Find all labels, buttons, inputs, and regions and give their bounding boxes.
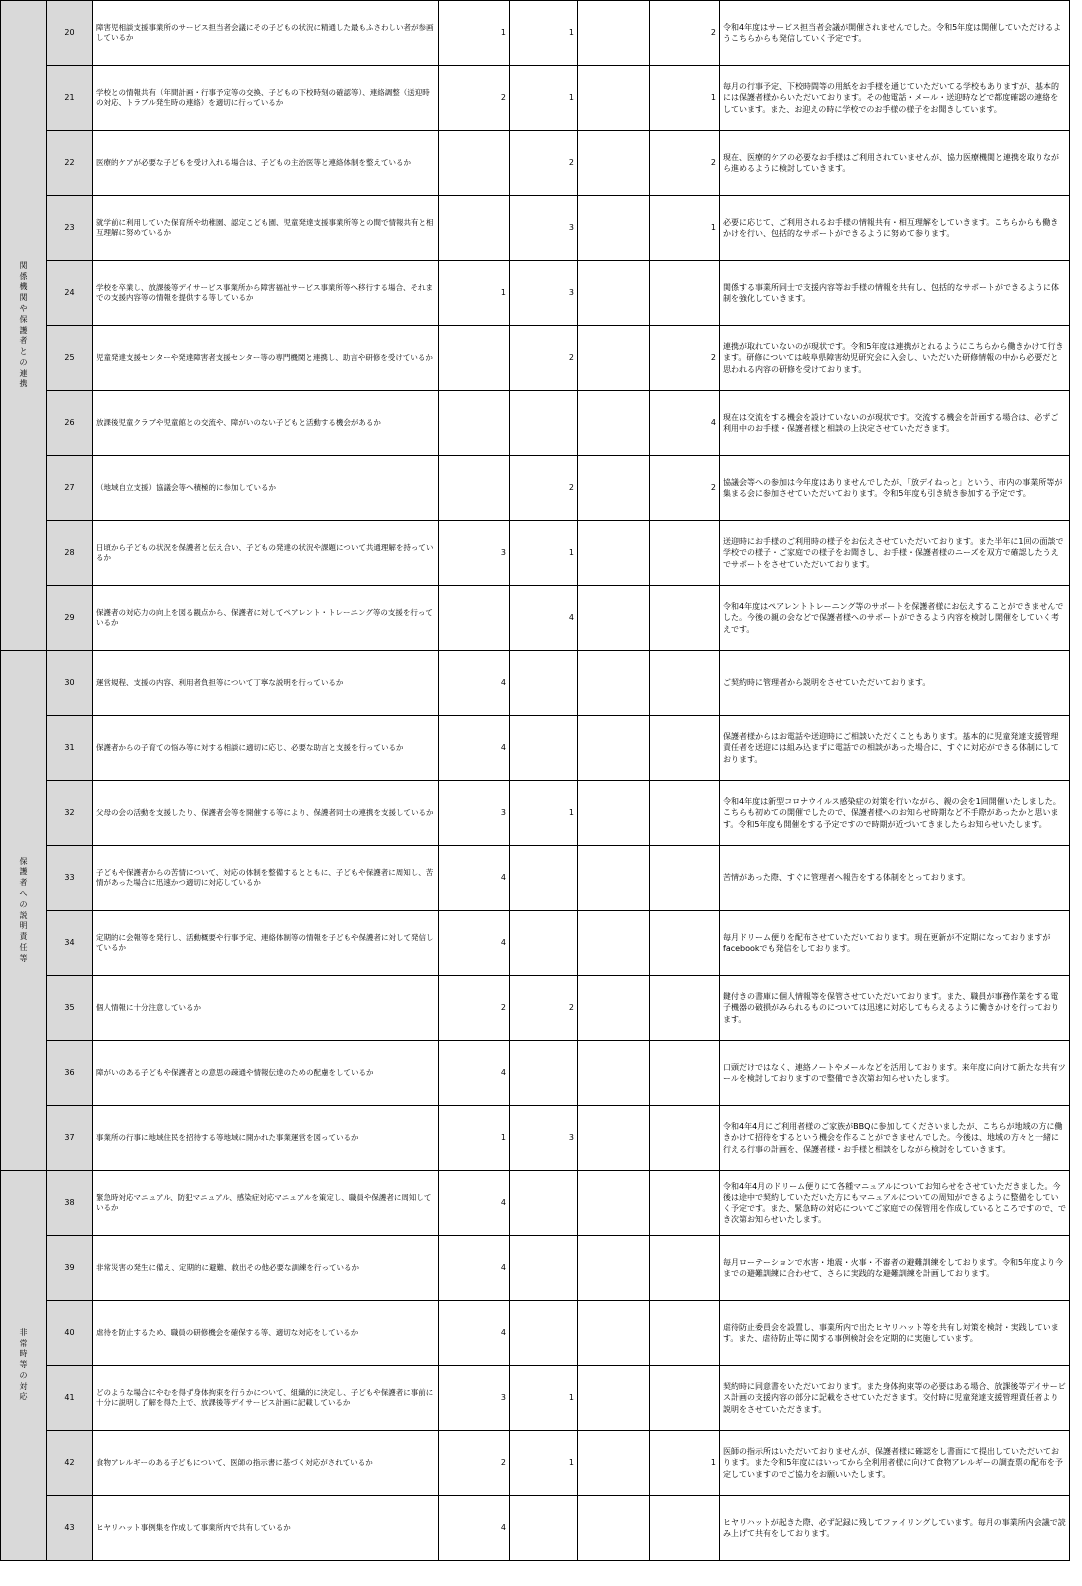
item-number: 32 [47, 781, 93, 846]
table-row [1, 1366, 1070, 1431]
count-yes: 4 [439, 651, 510, 716]
count-somewhat: 3 [510, 196, 578, 261]
count-yes: 1 [439, 1106, 510, 1171]
category-label: 関係機関や保護者との連携 [19, 260, 28, 389]
count-yes: 4 [439, 846, 510, 911]
count-no [578, 131, 650, 196]
question-text: 障がいのある子どもや保護者との意思の疎通や情報伝達のための配慮をしているか [93, 1041, 439, 1106]
table-row [1, 846, 1070, 911]
question-text: 医療的ケアが必要な子どもを受け入れる場合は、子どもの主治医等と連絡体制を整えているか [93, 131, 439, 196]
item-number: 39 [47, 1236, 93, 1301]
count-no [578, 1366, 650, 1431]
count-unknown: 4 [650, 391, 720, 456]
count-no [578, 1236, 650, 1301]
count-somewhat: 2 [510, 456, 578, 521]
count-somewhat [510, 391, 578, 456]
count-somewhat [510, 1301, 578, 1366]
count-unknown [650, 1366, 720, 1431]
improvement-comment: 毎月ローテーションで水害・地震・火事・不審者の避難訓練をしております。令和5年度より今までの避難訓練に合わせて、さらに実践的な避難訓練を計画しております。 [720, 1236, 1070, 1301]
table-row [1, 1171, 1070, 1236]
count-no [578, 391, 650, 456]
item-number: 42 [47, 1431, 93, 1496]
count-somewhat [510, 716, 578, 781]
count-unknown [650, 976, 720, 1041]
table-row [1, 651, 1070, 716]
improvement-comment: 令和4年4月のドリーム便りにて各種マニュアルについてお知らせをさせていただきました。今後は途中で契約していただいた方にもマニュアルについての周知ができるように整備をしていく予定です。また、緊急時の対応についてご家庭での保管用を作成しているところですので、でき次第お知らせいたします。 [720, 1171, 1070, 1236]
count-yes [439, 196, 510, 261]
question-text: 虐待を防止するため、職員の研修機会を確保する等、適切な対応をしているか [93, 1301, 439, 1366]
table-row [1, 1, 1070, 66]
count-no [578, 326, 650, 391]
count-unknown: 2 [650, 131, 720, 196]
improvement-comment: 現在、医療的ケアの必要なお手様はご利用されていませんが、協力医療機関と連携を取りながら進めるように検討していきます。 [720, 131, 1070, 196]
question-text: 子どもや保護者からの苦情について、対応の体制を整備するとともに、子どもや保護者に周知し、苦情があった場合に迅速かつ適切に対応しているか [93, 846, 439, 911]
count-yes: 4 [439, 1236, 510, 1301]
count-no [578, 261, 650, 326]
table-row [1, 1041, 1070, 1106]
table-row [1, 911, 1070, 976]
table-body [1, 1, 1070, 1561]
count-no [578, 716, 650, 781]
item-number: 29 [47, 586, 93, 651]
improvement-comment: 毎月ドリーム便りを配布させていただいております。現在更新が不定期になっておりますがfacebookでも発信をしております。 [720, 911, 1070, 976]
count-yes: 2 [439, 66, 510, 131]
question-text: 事業所の行事に地域住民を招待する等地域に開かれた事業運営を図っているか [93, 1106, 439, 1171]
question-text: 父母の会の活動を支援したり、保護者会等を開催する等により、保護者同士の連携を支援しているか [93, 781, 439, 846]
item-number: 35 [47, 976, 93, 1041]
question-text: 就学前に利用していた保育所や幼稚園、認定こども園、児童発達支援事業所等との間で情報共有と相互理解に努めているか [93, 196, 439, 261]
category-cell [1, 1, 47, 651]
count-somewhat: 1 [510, 781, 578, 846]
count-somewhat [510, 1496, 578, 1561]
table-row [1, 391, 1070, 456]
count-yes: 3 [439, 521, 510, 586]
item-number: 31 [47, 716, 93, 781]
count-unknown [650, 1041, 720, 1106]
count-somewhat [510, 1041, 578, 1106]
table-row [1, 781, 1070, 846]
count-somewhat: 1 [510, 1431, 578, 1496]
count-somewhat [510, 1171, 578, 1236]
count-yes: 4 [439, 1041, 510, 1106]
count-no [578, 651, 650, 716]
question-text: 学校を卒業し、放課後等デイサービス事業所から障害福祉サービス事業所等へ移行する場合、それまでの支援内容等の情報を提供する等しているか [93, 261, 439, 326]
question-text: 保護者からの子育ての悩み等に対する相談に適切に応じ、必要な助言と支援を行っているか [93, 716, 439, 781]
question-text: 日頃から子どもの状況を保護者と伝え合い、子どもの発達の状況や課題について共通理解を持っているか [93, 521, 439, 586]
improvement-comment: 令和4年度はサービス担当者会議が開催されませんでした。令和5年度は開催していただけるようこちらからも発信していく予定です。 [720, 1, 1070, 66]
count-unknown [650, 651, 720, 716]
count-no [578, 1041, 650, 1106]
improvement-comment: 虐待防止委員会を設置し、事業所内で出たヒヤリハット等を共有し対策を検討・実践しています。また、虐待防止等に関する事例検討会を定期的に実施しています。 [720, 1301, 1070, 1366]
question-text: 個人情報に十分注意しているか [93, 976, 439, 1041]
count-no [578, 196, 650, 261]
item-number: 37 [47, 1106, 93, 1171]
table-row [1, 1236, 1070, 1301]
count-no [578, 976, 650, 1041]
count-yes [439, 131, 510, 196]
improvement-comment: 苦情があった際、すぐに管理者へ報告をする体制をとっております。 [720, 846, 1070, 911]
question-text: 保護者の対応力の向上を図る観点から、保護者に対してペアレント・トレーニング等の支援を行っているか [93, 586, 439, 651]
improvement-comment: 口頭だけではなく、連絡ノートやメールなどを活用しております。来年度に向けて新たな共有ツールを検討しておりますので整備でき次第お知らせいたします。 [720, 1041, 1070, 1106]
count-yes [439, 456, 510, 521]
item-number: 40 [47, 1301, 93, 1366]
improvement-comment: 毎月の行事予定、下校時間等の用紙をお手様を通じていただいてる学校もありますが、基本的には保護者様からいただいております。その他電話・メール・送迎時などで都度確認の連絡をしています。また、お迎えの時に学校でのお手様の様子をお聞きしています。 [720, 66, 1070, 131]
item-number: 23 [47, 196, 93, 261]
count-yes: 2 [439, 1431, 510, 1496]
category-cell [1, 1171, 47, 1561]
table-row [1, 586, 1070, 651]
count-unknown: 1 [650, 196, 720, 261]
count-unknown [650, 911, 720, 976]
question-text: 学校との情報共有（年間計画・行事予定等の交換、子どもの下校時刻の確認等）、連絡調整（送迎時の対応、トラブル発生時の連絡）を適切に行っているか [93, 66, 439, 131]
item-number: 24 [47, 261, 93, 326]
improvement-comment: ヒヤリハットが起きた際、必ず記録に残してファイリングしています。毎月の事業所内会議で読み上げて共有をしております。 [720, 1496, 1070, 1561]
table-row [1, 1106, 1070, 1171]
question-text: 放課後児童クラブや児童館との交流や、障がいのない子どもと活動する機会があるか [93, 391, 439, 456]
count-yes: 2 [439, 976, 510, 1041]
table-row [1, 456, 1070, 521]
table-row [1, 196, 1070, 261]
table-row [1, 716, 1070, 781]
count-unknown [650, 1171, 720, 1236]
item-number: 21 [47, 66, 93, 131]
count-unknown [650, 1236, 720, 1301]
table-row [1, 131, 1070, 196]
question-text: ヒヤリハット事例集を作成して事業所内で共有しているか [93, 1496, 439, 1561]
improvement-comment: 令和4年4月にご利用者様のご家族がBBQに参加してくださいましたが、こちらが地域の方に働きかけて招待をするという機会を作ることができませんでした。今後は、地域の方々と一緒に行える行事の計画を、保護者様・お手様と相談をしながら検討をしていきます。 [720, 1106, 1070, 1171]
table-row [1, 521, 1070, 586]
question-text: 非常災害の発生に備え、定期的に避難、救出その他必要な訓練を行っているか [93, 1236, 439, 1301]
improvement-comment: 関係する事業所同士で支援内容等お手様の情報を共有し、包括的なサポートができるように体制を強化していきます。 [720, 261, 1070, 326]
item-number: 38 [47, 1171, 93, 1236]
count-somewhat: 2 [510, 976, 578, 1041]
table-row [1, 1431, 1070, 1496]
count-yes: 1 [439, 1, 510, 66]
count-yes: 3 [439, 1366, 510, 1431]
count-yes [439, 586, 510, 651]
count-unknown [650, 521, 720, 586]
table-row [1, 261, 1070, 326]
improvement-comment: 連携が取れていないのが現状です。令和5年度は連携がとれるようにこちらから働きかけて行きます。研修については岐阜県障害幼児研究会に入会し、いただいた研修情報の中から必要だと思われる内容の研修を受けております。 [720, 326, 1070, 391]
question-text: 障害児相談支援事業所のサービス担当者会議にその子どもの状況に精通した最もふさわしい者が参画しているか [93, 1, 439, 66]
count-somewhat: 4 [510, 586, 578, 651]
count-no [578, 1, 650, 66]
improvement-comment: 医師の指示所はいただいておりませんが、保護者様に確認をし書面にて提出していただいております。また令和5年度にはいってから全利用者様に向けて食物アレルギーの調査票の配布を予定していますのでご協力をお願いいたします。 [720, 1431, 1070, 1496]
count-unknown [650, 1301, 720, 1366]
count-unknown [650, 716, 720, 781]
item-number: 28 [47, 521, 93, 586]
item-number: 22 [47, 131, 93, 196]
improvement-comment: 契約時に同意書をいただいております。また身体拘束等の必要はある場合、放課後等デイサービス計画の支援内容の部分に記載をさせていただきます。交付時に児童発達支援管理責任者より説明をさせていただきます。 [720, 1366, 1070, 1431]
question-text: （地域自立支援）協議会等へ積極的に参加しているか [93, 456, 439, 521]
count-unknown [650, 1496, 720, 1561]
count-somewhat: 1 [510, 1, 578, 66]
count-somewhat: 3 [510, 261, 578, 326]
table-row [1, 976, 1070, 1041]
item-number: 33 [47, 846, 93, 911]
improvement-comment: 鍵付きの書庫に個人情報等を保管させていただいております。また、職員が事務作業をする電子機器の破損がみられるものについては迅速に対応してもらえるように働きかけを行っております。 [720, 976, 1070, 1041]
improvement-comment: 現在は交流をする機会を設けていないのが現状です。交流する機会を計画する場合は、必ずご利用中のお手様・保護者様と相談の上決定させていただきます。 [720, 391, 1070, 456]
count-no [578, 1431, 650, 1496]
count-no [578, 1496, 650, 1561]
count-no [578, 521, 650, 586]
category-label: 保護者への説明責任等 [19, 856, 28, 963]
improvement-comment: 令和4年度はペアレントトレーニング等のサポートを保護者様にお伝えすることができませんでした。今後の親の会などで保護者様へのサポートができるよう内容を検討し開催をしていく考えです。 [720, 586, 1070, 651]
count-somewhat [510, 1236, 578, 1301]
count-unknown: 1 [650, 1431, 720, 1496]
count-yes: 4 [439, 911, 510, 976]
count-yes: 4 [439, 1496, 510, 1561]
improvement-comment: ご契約時に管理者から説明をさせていただいております。 [720, 651, 1070, 716]
improvement-comment: 保護者様からはお電話や送迎時にご相談いただくこともあります。基本的に児童発達支援管理責任者を送迎には組み込まずに電話での相談があった場合に、すぐに対応ができる体制にしております。 [720, 716, 1070, 781]
improvement-comment: 必要に応じて、ご利用されるお手様の情報共有・相互理解をしていきます。こちらからも働きかけを行い、包括的なサポートができるように努めて参ります。 [720, 196, 1070, 261]
count-no [578, 911, 650, 976]
count-yes: 1 [439, 261, 510, 326]
table-row [1, 326, 1070, 391]
count-somewhat [510, 911, 578, 976]
count-no [578, 66, 650, 131]
table-row [1, 1496, 1070, 1561]
question-text: 緊急時対応マニュアル、防犯マニュアル、感染症対応マニュアルを策定し、職員や保護者に周知しているか [93, 1171, 439, 1236]
count-no [578, 1106, 650, 1171]
category-label: 非常時等の対応 [19, 1327, 28, 1402]
count-no [578, 456, 650, 521]
improvement-comment: 協議会等への参加は今年度はありませんでしたが、「放デイねっと」という、市内の事業所等が集まる会に参加させていただいております。令和5年度も引き続き参加する予定です。 [720, 456, 1070, 521]
count-unknown [650, 261, 720, 326]
count-somewhat [510, 846, 578, 911]
table-row [1, 66, 1070, 131]
question-text: 定期的に会報等を発行し、活動概要や行事予定、連絡体制等の情報を子どもや保護者に対して発信しているか [93, 911, 439, 976]
improvement-comment: 令和4年度は新型コロナウイルス感染症の対策を行いながら、親の会を1回開催いたしました。こちらも初めての開催でしたので、保護者様へのお知らせ時期など不手際があったかと思います。令和5年度も開催をする予定ですので時期が近づいてきましたらお知らせいたします。 [720, 781, 1070, 846]
question-text: 児童発達支援センターや発達障害者支援センター等の専門機関と連携し、助言や研修を受けているか [93, 326, 439, 391]
item-number: 41 [47, 1366, 93, 1431]
count-unknown [650, 846, 720, 911]
count-no [578, 1301, 650, 1366]
item-number: 20 [47, 1, 93, 66]
count-unknown: 2 [650, 1, 720, 66]
count-somewhat: 1 [510, 1366, 578, 1431]
count-yes [439, 326, 510, 391]
count-unknown [650, 1106, 720, 1171]
count-yes: 4 [439, 1301, 510, 1366]
item-number: 43 [47, 1496, 93, 1561]
item-number: 25 [47, 326, 93, 391]
count-unknown: 2 [650, 326, 720, 391]
count-somewhat: 1 [510, 521, 578, 586]
count-unknown: 2 [650, 456, 720, 521]
count-somewhat [510, 651, 578, 716]
item-number: 34 [47, 911, 93, 976]
count-yes: 4 [439, 716, 510, 781]
table-row [1, 1301, 1070, 1366]
question-text: 食物アレルギーのある子どもについて、医師の指示書に基づく対応がされているか [93, 1431, 439, 1496]
count-yes: 3 [439, 781, 510, 846]
count-no [578, 781, 650, 846]
count-no [578, 1171, 650, 1236]
count-somewhat: 2 [510, 131, 578, 196]
count-somewhat: 1 [510, 66, 578, 131]
count-yes: 4 [439, 1171, 510, 1236]
improvement-comment: 送迎時にお手様のご利用時の様子をお伝えさせていただいております。また半年に1回の面談で学校での様子・ご家庭での様子をお聞きし、お手様・保護者様のニーズを双方で確認したうえでサポートをさせていただいております。 [720, 521, 1070, 586]
count-unknown: 1 [650, 66, 720, 131]
item-number: 30 [47, 651, 93, 716]
count-no [578, 846, 650, 911]
count-somewhat: 3 [510, 1106, 578, 1171]
count-no [578, 586, 650, 651]
item-number: 36 [47, 1041, 93, 1106]
category-cell [1, 651, 47, 1171]
count-somewhat: 2 [510, 326, 578, 391]
count-unknown [650, 781, 720, 846]
question-text: 運営規程、支援の内容、利用者負担等について丁寧な説明を行っているか [93, 651, 439, 716]
count-unknown [650, 586, 720, 651]
count-yes [439, 391, 510, 456]
item-number: 26 [47, 391, 93, 456]
question-text: どのような場合にやむを得ず身体拘束を行うかについて、組織的に決定し、子どもや保護者に事前に十分に説明し了解を得た上で、放課後等デイサービス計画に記載しているか [93, 1366, 439, 1431]
item-number: 27 [47, 456, 93, 521]
